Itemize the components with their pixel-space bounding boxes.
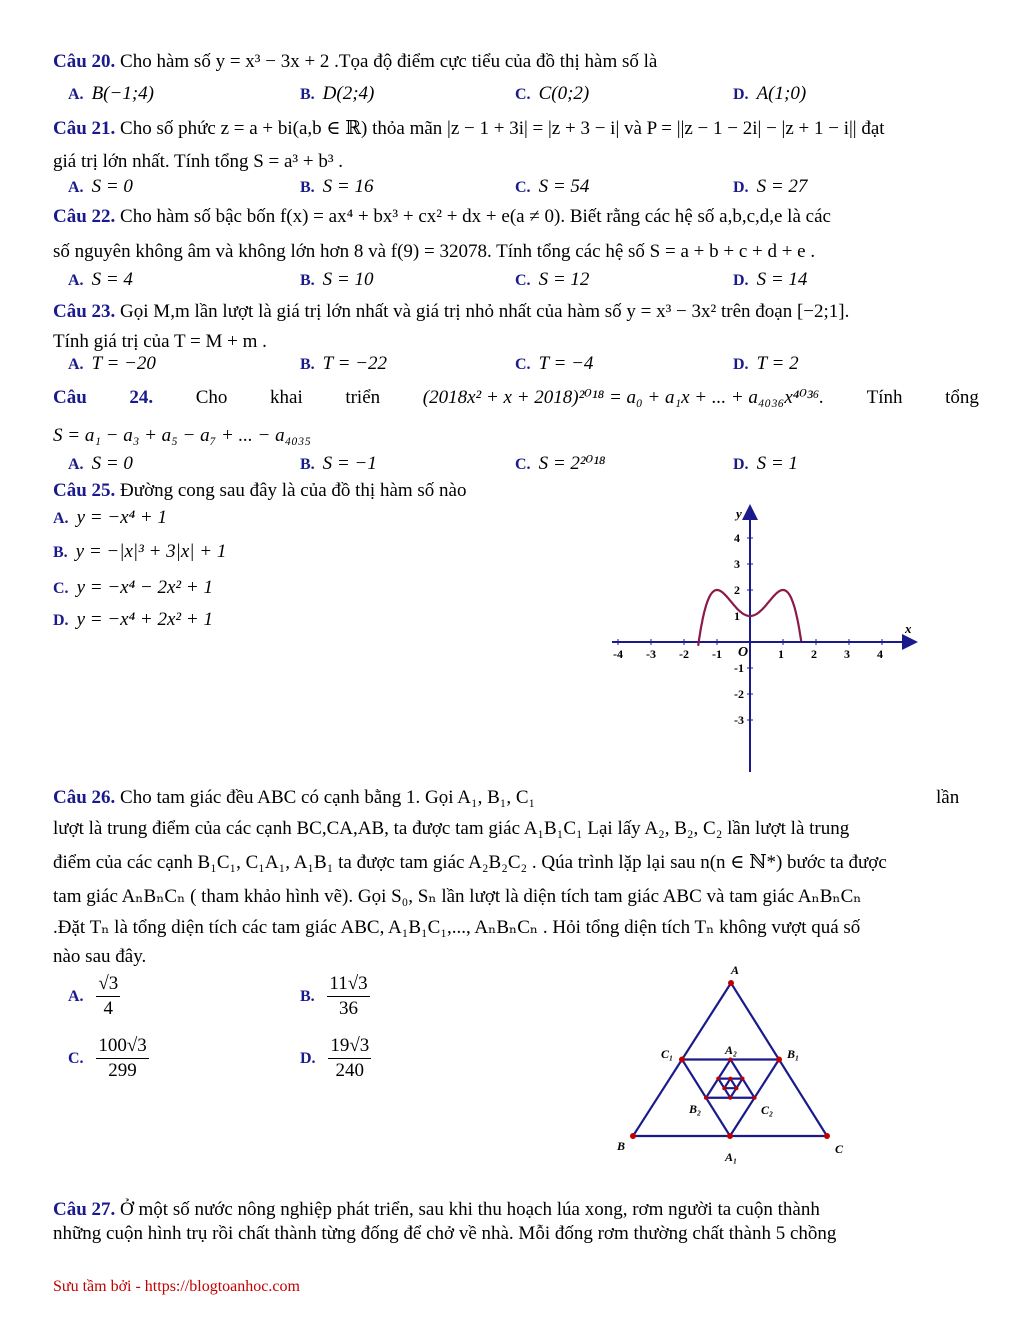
q26-stem-line4: tam giác AₙBₙCₙ ( tham khảo hình vẽ). Gọi S₀, Sₙ lần lượt là diện tích tam giác ABC và tam giác AₙBₙCₙ — [53, 886, 862, 907]
q26-stem-line2: lượt là trung điểm của các cạnh BC,CA,AB, ta được tam giác A₁B₁C₁ Lại lấy A₂, B₂, C₂ lần lượt là trung — [53, 818, 850, 839]
q20-option-b[interactable]: B. D(2;4) — [300, 83, 375, 104]
y-tick-label: -3 — [734, 713, 744, 727]
q21-option-c[interactable]: C. S = 54 — [515, 176, 590, 197]
q26-triangle-figure — [605, 958, 855, 1168]
label-B: B — [617, 1139, 626, 1153]
q23-option-d[interactable]: D. T = 2 — [733, 353, 799, 374]
vertex-point — [630, 1133, 636, 1139]
q21-label: Câu 21. — [53, 118, 116, 139]
q20-stem — [53, 50, 657, 74]
vertex-point — [776, 1057, 782, 1063]
footer-source[interactable]: Sưu tầm bởi - https://blogtoanhoc.com — [53, 1278, 300, 1295]
label-A: A — [731, 963, 740, 977]
y-axis-label: y — [736, 506, 742, 521]
q22-option-d[interactable]: D. S = 14 — [733, 269, 808, 290]
vertex-point — [727, 1133, 733, 1139]
label-C1: C₁ — [661, 1047, 674, 1061]
vertex-point — [728, 1096, 732, 1100]
y-tick-label: 4 — [734, 531, 740, 545]
q25-label: Câu 25. — [53, 480, 116, 501]
q22-label: Câu 22. — [53, 206, 116, 227]
vertex-point — [734, 1086, 738, 1090]
vertex-point — [741, 1077, 745, 1081]
label-C: C — [835, 1142, 844, 1156]
vertex-point — [704, 1096, 708, 1100]
q25-text: Đường cong sau đây là của đồ thị hàm số nào — [120, 480, 467, 501]
q26-label: Câu 26. — [53, 787, 116, 808]
vertex-point — [728, 1077, 732, 1081]
vertex-point — [824, 1133, 830, 1139]
label-C2: C₂ — [761, 1103, 774, 1117]
vertex-point — [716, 1077, 720, 1081]
q25-option-b[interactable]: B. y = −|x|³ + 3|x| + 1 — [53, 541, 227, 562]
q22-option-a[interactable]: A. S = 4 — [68, 269, 133, 290]
y-tick-label: 2 — [734, 583, 740, 597]
q20-text: Cho hàm số y = x³ − 3x + 2 .Tọa độ điểm cực tiểu của đồ thị hàm số là — [120, 51, 658, 72]
q26-stem-line6: nào sau đây. — [53, 946, 147, 967]
q23-label: Câu 23. — [53, 301, 116, 322]
q24-option-d[interactable]: D. S = 1 — [733, 453, 798, 474]
q23-option-c[interactable]: C. T = −4 — [515, 353, 594, 374]
q23-option-a[interactable]: A. T = −20 — [68, 353, 156, 374]
y-tick-label: -1 — [734, 661, 744, 675]
y-tick-label: 3 — [734, 557, 740, 571]
q24-stem-line1: Câu 24. Cho khai triển (2018x² + x + 2018)²⁰¹⁸ = a₀ + a₁x + ... + a₄₀₃₆x⁴⁰³⁶. Tính tổng — [53, 387, 979, 408]
q23-text1: Gọi M,m lần lượt là giá trị lớn nhất và giá trị nhỏ nhất của hàm số y = x³ − 3x² trên đoạn [−2;1]. — [120, 301, 850, 322]
q24-option-a[interactable]: A. S = 0 — [68, 453, 133, 474]
q21-text1: Cho số phức z = a + bi(a,b ∈ ℝ) thỏa mãn |z − 1 + 3i| = |z + 3 − i| và P = ||z − 1 − 2i| − |z + 1 − i|| đạt — [120, 118, 885, 139]
q27-label: Câu 27. — [53, 1199, 116, 1220]
q24-expansion: (2018x² + x + 2018)²⁰¹⁸ = a₀ + a₁x + ... + a₄₀₃₆x⁴⁰³⁶. — [422, 387, 825, 408]
q25-option-c[interactable]: C. y = −x⁴ − 2x² + 1 — [53, 577, 213, 598]
q24-option-c[interactable]: C. S = 2²⁰¹⁸ — [515, 453, 606, 474]
x-tick-label: -2 — [679, 647, 689, 661]
q22-text1: Cho hàm số bậc bốn f(x) = ax⁴ + bx³ + cx² + dx + e(a ≠ 0). Biết rằng các hệ số a,b,c,d,e là các — [120, 206, 831, 227]
q22-option-b[interactable]: B. S = 10 — [300, 269, 374, 290]
q23-option-b[interactable]: B. T = −22 — [300, 353, 388, 374]
q20-label: Câu 20. — [53, 51, 116, 72]
q20-option-a[interactable]: A. B(−1;4) — [68, 83, 154, 104]
q24-stem-line2: S = a₁ − a₃ + a₅ − a₇ + ... − a₄₀₃₅ — [53, 425, 312, 446]
vertex-point — [753, 1096, 757, 1100]
q26-stem-line1: Câu 26. Cho tam giác đều ABC có cạnh bằng 1. Gọi A₁, B₁, C₁ — [53, 787, 536, 808]
x-tick-label: 1 — [778, 647, 784, 661]
label-A1: A₁ — [725, 1150, 738, 1164]
label-A2: A₂ — [725, 1043, 738, 1057]
q23-stem-line2: Tính giá trị của T = M + m . — [53, 331, 267, 352]
q21-option-d[interactable]: D. S = 27 — [733, 176, 808, 197]
x-tick-label: -3 — [646, 647, 656, 661]
q21-option-b[interactable]: B. S = 16 — [300, 176, 374, 197]
q26-line1-end: lần — [936, 787, 960, 808]
x-axis-label: x — [905, 621, 912, 636]
q22-option-c[interactable]: C. S = 12 — [515, 269, 590, 290]
x-tick-label: 4 — [877, 647, 883, 661]
x-tick-label: 3 — [844, 647, 850, 661]
q25-stem — [53, 479, 466, 503]
q21-stem-line1 — [53, 117, 885, 141]
q26-option-c[interactable]: C. $\frac{100√3}{299}$ — [68, 1035, 147, 1081]
q26-stem-line3: điểm của các cạnh B₁C₁, C₁A₁, A₁B₁ ta được tam giác A₂B₂C₂ . Qúa trình lặp lại sau n(n ∈ ℕ*) bước ta được — [53, 852, 887, 873]
vertex-point — [729, 1058, 733, 1062]
origin-label: O — [738, 645, 749, 660]
label-B1: B₁ — [787, 1047, 800, 1061]
q20-option-d[interactable]: D. A(1;0) — [733, 83, 807, 104]
vertex-point — [722, 1086, 726, 1090]
q22-stem-line2: số nguyên không âm và không lớn hơn 8 và f(9) = 32078. Tính tổng các hệ số S = a + b + c + d + e . — [53, 241, 816, 262]
q21-stem-line2: giá trị lớn nhất. Tính tổng S = a³ + b³ . — [53, 151, 344, 172]
x-tick-label: 2 — [811, 647, 817, 661]
y-tick-label: -2 — [734, 687, 744, 701]
vertex-point — [679, 1057, 685, 1063]
q27-stem-line1: Câu 27. Ở một số nước nông nghiệp phát triển, sau khi thu hoạch lúa xong, rơm người ta cuộn thành — [53, 1199, 820, 1220]
q27-stem-line2: những cuộn hình trụ rồi chất thành từng đống để chở về nhà. Mỗi đống rơm thường chất thành 5 chồng — [53, 1223, 837, 1244]
q22-stem-line1 — [53, 205, 831, 229]
q26-stem-line5: .Đặt Tₙ là tổng diện tích các tam giác ABC, A₁B₁C₁,..., AₙBₙCₙ . Hỏi tổng diện tích Tₙ không vượt quá số — [53, 917, 861, 938]
x-tick-label: -4 — [613, 647, 623, 661]
q26-option-d[interactable]: D. $\frac{19√3}{240}$ — [300, 1035, 370, 1081]
q26-option-a[interactable]: A. $\frac{√3}{4}$ — [68, 973, 119, 1019]
q25-option-d[interactable]: D. y = −x⁴ + 2x² + 1 — [53, 609, 213, 630]
y-tick-label: 1 — [734, 609, 740, 623]
q20-option-c[interactable]: C. C(0;2) — [515, 83, 590, 104]
q21-option-a[interactable]: A. S = 0 — [68, 176, 133, 197]
q23-stem-line1 — [53, 300, 849, 324]
q25-option-a[interactable]: A. y = −x⁴ + 1 — [53, 507, 167, 528]
q24-option-b[interactable]: B. S = −1 — [300, 453, 377, 474]
label-B2: B₂ — [689, 1102, 702, 1116]
q26-option-b[interactable]: B. $\frac{11√3}{36}$ — [300, 973, 368, 1019]
x-tick-label: -1 — [712, 647, 722, 661]
q25-graph — [600, 500, 930, 780]
vertex-point — [728, 980, 734, 986]
